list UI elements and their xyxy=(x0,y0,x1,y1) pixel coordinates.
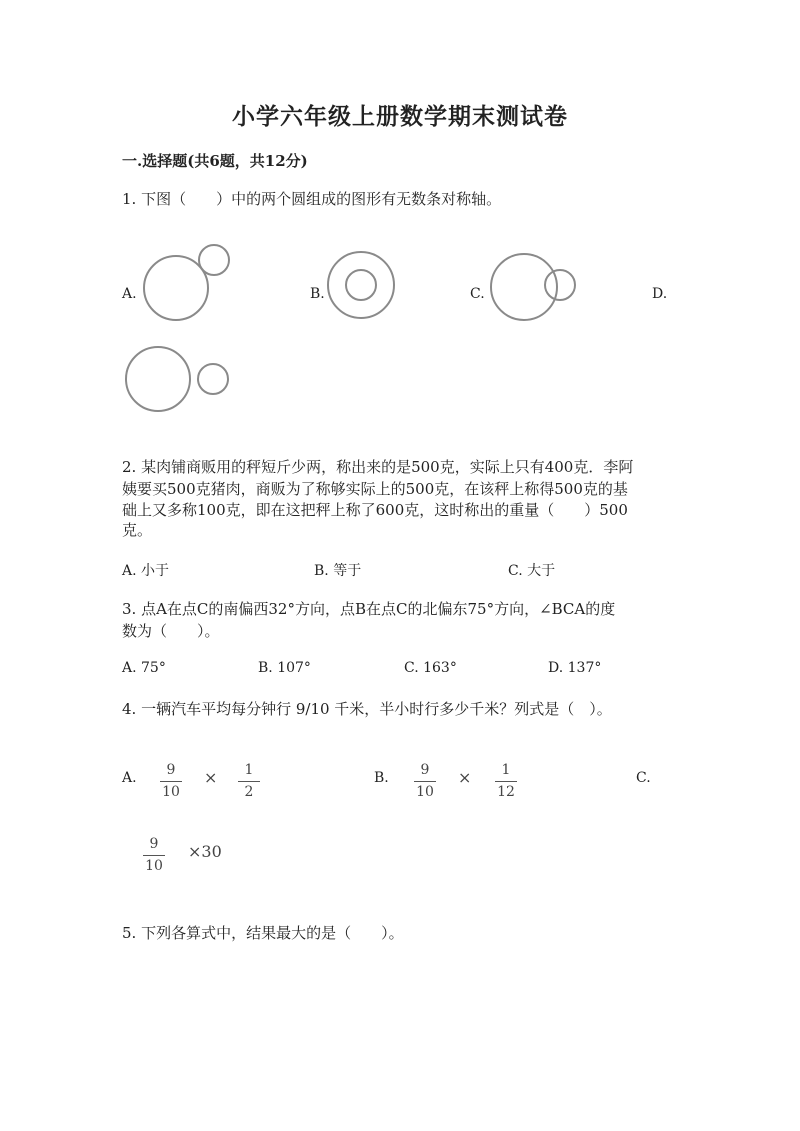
numerator: 9 xyxy=(149,836,159,852)
q2-option-b: B. 等于 xyxy=(314,563,362,579)
q2-option-a: A. 小于 xyxy=(122,563,170,579)
q4-option-a-fraction-2 xyxy=(238,762,260,801)
q3-option-a: A. 75° xyxy=(122,660,166,676)
numerator: 1 xyxy=(501,762,511,778)
numerator: 9 xyxy=(420,762,430,778)
large-circle xyxy=(144,256,208,320)
q1-option-c-label: C. xyxy=(470,286,485,302)
large-circle xyxy=(491,254,557,320)
question-2-line-3: 础上又多称100克，即在这把秤上称了600克，这时称出的重量（ ）500 xyxy=(122,501,628,519)
question-2-line-4: 克。 xyxy=(122,521,153,539)
small-circle xyxy=(199,245,229,275)
q4-option-b-times: × xyxy=(458,768,472,787)
question-3-line-2: 数为（ ）。 xyxy=(122,622,220,640)
q3-option-c: C. 163° xyxy=(404,660,457,676)
q4-option-c-fraction xyxy=(143,836,165,875)
question-3-line-1: 3. 点A在点C的南偏西32°方向，点B在点C的北偏东75°方向，∠BCA的度 xyxy=(122,600,616,618)
q1-option-a-label: A. xyxy=(122,286,137,302)
denominator: 2 xyxy=(244,784,254,800)
question-1-text: 1. 下图（ ）中的两个圆组成的图形有无数条对称轴。 xyxy=(122,190,502,208)
fraction-bar xyxy=(495,781,517,782)
q4-option-b-label: B. xyxy=(374,770,389,786)
fraction-bar xyxy=(238,781,260,782)
small-circle xyxy=(545,270,575,300)
q1-option-d-figure xyxy=(125,345,235,415)
q1-option-d-label: D. xyxy=(652,286,668,302)
q4-option-a-label: A. xyxy=(122,770,137,786)
denominator: 10 xyxy=(416,784,434,800)
numerator: 1 xyxy=(244,762,254,778)
q1-option-b-figure xyxy=(326,250,396,320)
denominator: 10 xyxy=(162,784,180,800)
fraction-bar xyxy=(143,855,165,856)
q3-option-d: D. 137° xyxy=(548,660,602,676)
q4-option-b-fraction-2 xyxy=(495,762,517,801)
q1-option-a-figure xyxy=(140,240,240,330)
question-2-line-1: 2. 某肉铺商贩用的秤短斤少两，称出来的是500克，实际上只有400克．李阿 xyxy=(122,458,634,476)
large-circle xyxy=(328,252,394,318)
q4-option-c-label: C. xyxy=(636,770,651,786)
question-5-text: 5. 下列各算式中，结果最大的是（ ）。 xyxy=(122,924,404,942)
q4-option-c-times-30: ×30 xyxy=(188,842,222,861)
large-circle xyxy=(126,347,190,411)
q2-option-c: C. 大于 xyxy=(508,563,556,579)
question-4-text: 4. 一辆汽车平均每分钟行 9/10 千米，半小时行多少千米？列式是（ ）。 xyxy=(122,700,612,718)
fraction-bar xyxy=(414,781,436,782)
q3-option-b: B. 107° xyxy=(258,660,311,676)
q4-option-b-fraction-1 xyxy=(414,762,436,801)
question-2-line-2: 姨要买500克猪肉，商贩为了称够实际上的500克，在该秤上称得500克的基 xyxy=(122,480,628,498)
numerator: 9 xyxy=(166,762,176,778)
q4-option-a-times: × xyxy=(204,768,218,787)
section-heading: 一.选择题(共6题，共12分) xyxy=(122,152,308,170)
denominator: 12 xyxy=(497,784,515,800)
page-title: 小学六年级上册数学期末测试卷 xyxy=(232,103,568,130)
q1-option-c-figure xyxy=(490,252,580,322)
q4-option-a-fraction-1 xyxy=(160,762,182,801)
small-circle xyxy=(198,364,228,394)
denominator: 10 xyxy=(145,858,163,874)
q1-option-b-label: B. xyxy=(310,286,325,302)
small-circle xyxy=(346,270,376,300)
fraction-bar xyxy=(160,781,182,782)
